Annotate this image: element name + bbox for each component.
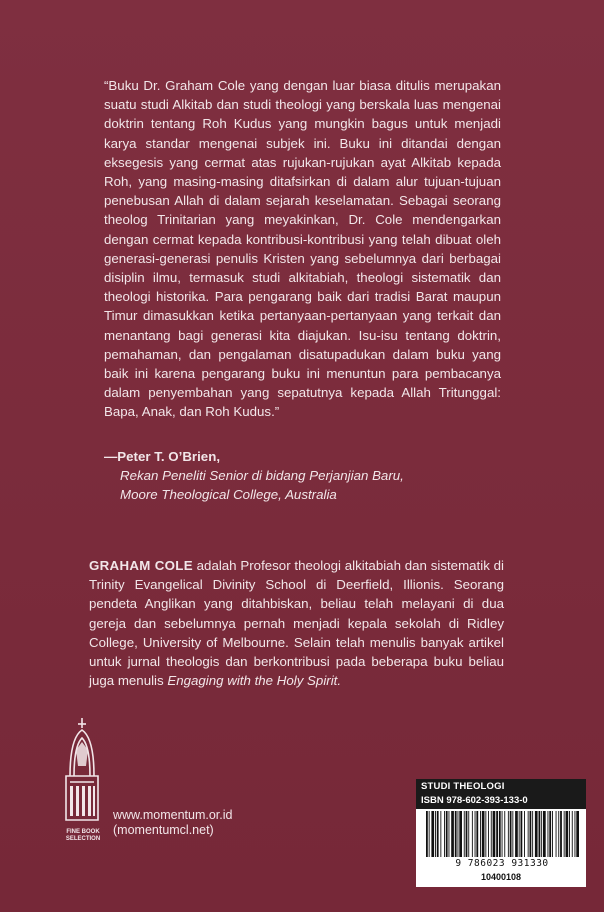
barcode-stripe (491, 811, 492, 857)
barcode-stripe (451, 811, 454, 857)
barcode-stripe (528, 811, 529, 857)
barcode-stripe (532, 811, 533, 857)
barcode-stripe (426, 811, 428, 857)
barcode-stripe (458, 811, 459, 857)
barcode-bars-icon (424, 811, 580, 857)
barcode-stripe (552, 811, 553, 857)
barcode-stripe (519, 811, 520, 857)
endorser-role: Rekan Peneliti Senior di bidang Perjanjian Baru, (120, 468, 404, 483)
barcode-digits: 9 786023 931330 (455, 858, 549, 869)
barcode-stripe (464, 811, 465, 857)
barcode-stripe (566, 811, 569, 857)
barcode-stripe (429, 811, 430, 857)
barcode-stripe (440, 811, 441, 857)
internal-code: 10400108 (480, 872, 522, 882)
barcode-stripe (564, 811, 565, 857)
barcode-stripe (435, 811, 436, 857)
barcode-stripe (480, 811, 481, 857)
barcode-stripe (437, 811, 439, 857)
barcode-stripe (496, 811, 498, 857)
barcode-stripe (548, 811, 549, 857)
barcode-stripe (475, 811, 476, 857)
barcode-stripe (560, 811, 562, 857)
barcode-stripe (466, 811, 468, 857)
publisher-logo-text (60, 829, 106, 843)
publisher-website-alt[interactable]: (momentumcl.net) (113, 823, 214, 837)
author-name: GRAHAM COLE (89, 558, 193, 573)
barcode-stripe (446, 811, 448, 857)
endorsement-attribution (104, 447, 524, 504)
barcode-stripe (510, 811, 512, 857)
author-bio-text: adalah Profesor theologi alkitabiah dan sistematik di Trinity Evangelical Divinity School di Deerfield, Illionis. Seorang pendeta Anglikan yang ditahbiskan, beliau telah melayani di dua gereja dan sebelumnya pernah menjadi kepala sekolah di Ridley College, University of Melbourne. Selain telah menulis banyak artikel untuk jurnal theologis dan berkontribusi pada beberapa buku beliau juga menulis (89, 558, 504, 689)
barcode-stripe (524, 811, 525, 857)
publisher-urls (113, 808, 232, 838)
barcode-stripe (541, 811, 542, 857)
logo-line-2: SELECTION (65, 836, 101, 842)
barcode-stripe (575, 811, 576, 857)
barcode-stripe (558, 811, 559, 857)
barcode-stripe (472, 811, 473, 857)
barcode-stripe (488, 811, 489, 857)
barcode-stripe (543, 811, 546, 857)
barcode-stripe (431, 811, 434, 857)
barcode-stripe (468, 811, 469, 857)
barcode-stripe (493, 811, 496, 857)
barcode-stripe (499, 811, 501, 857)
barcode-stripe (515, 811, 518, 857)
barcode-stripe (539, 811, 541, 857)
barcode-stripe (576, 811, 579, 857)
barcode-stripe (535, 811, 538, 857)
book-category: STUDI THEOLOGI (416, 779, 586, 795)
endorser-name: —Peter T. O’Brien, (104, 449, 221, 464)
isbn: ISBN 978-602-393-133-0 (416, 795, 586, 809)
barcode-stripe (449, 811, 450, 857)
barcode-stripe (504, 811, 505, 857)
barcode-stripe (572, 811, 573, 857)
barcode-stripe (455, 811, 457, 857)
endorser-affiliation: Moore Theological College, Australia (120, 487, 337, 502)
barcode-stripe (569, 811, 570, 857)
publisher-website[interactable]: www.momentum.or.id (113, 808, 233, 822)
barcode-stripe (508, 811, 509, 857)
barcode-stripe (521, 811, 523, 857)
publisher-logo-icon (62, 716, 104, 826)
barcode-stripe (556, 811, 557, 857)
endorsement-quote: “Buku Dr. Graham Cole yang dengan luar biasa ditulis merupakan suatu studi Alkitab dan studi theologi yang berskala luas mengenai doktrin tentang Roh Kudus yang mungkin bagus untuk menjadi karya standar mengenai subjek ini. Buku ini ditandai dengan eksegesis yang cermat atas rujukan-rujukan ayat Alkitab kepada Roh, yang masing-masing ditafsirkan di dalam alur tujuan-tujuan penebusan Allah di dalam sejarah keselamatan. Sebagai seorang theolog Trinitarian yang meyakinkan, Dr. Cole mendengarkan dengan cermat kepada kontribusi-kontribusi yang telah dibuat oleh generasi-generasi penulis Kristen yang sebelumnya dari berbagai disiplin ilmu, termasuk studi alkitabiah, theologi sistematik dan theologi historika. Para pengarang baik dari tradisi Barat maupun Timur dimasukkan ketika pertanyaan-pertanyaan yang terkait dan menantang bagi generasi kita diajukan. Isu-isu tentang doktrin, pemahaman, dan pengalaman disatupadukan dalam buku yang baik ini karena pengarang buku ini menuntun para pembacanya dalam penyembahan yang sepatutnya kepada Allah Tritunggal: Bapa, Anak, dan Roh Kudus.” (104, 78, 501, 420)
barcode-stripe (502, 811, 503, 857)
barcode-stripe (512, 811, 513, 857)
barcode-stripe (530, 811, 532, 857)
barcode-stripe (482, 811, 485, 857)
barcode-stripe (476, 811, 478, 857)
logo-line-1: FINE BOOK (66, 829, 100, 835)
author-bio (89, 556, 504, 690)
barcode-stripe (549, 811, 551, 857)
barcode-stripe (444, 811, 445, 857)
author-book-title: Engaging with the Holy Spirit. (167, 673, 342, 689)
barcode-label (416, 779, 586, 887)
barcode-stripe (459, 811, 462, 857)
barcode-stripe (485, 811, 486, 857)
